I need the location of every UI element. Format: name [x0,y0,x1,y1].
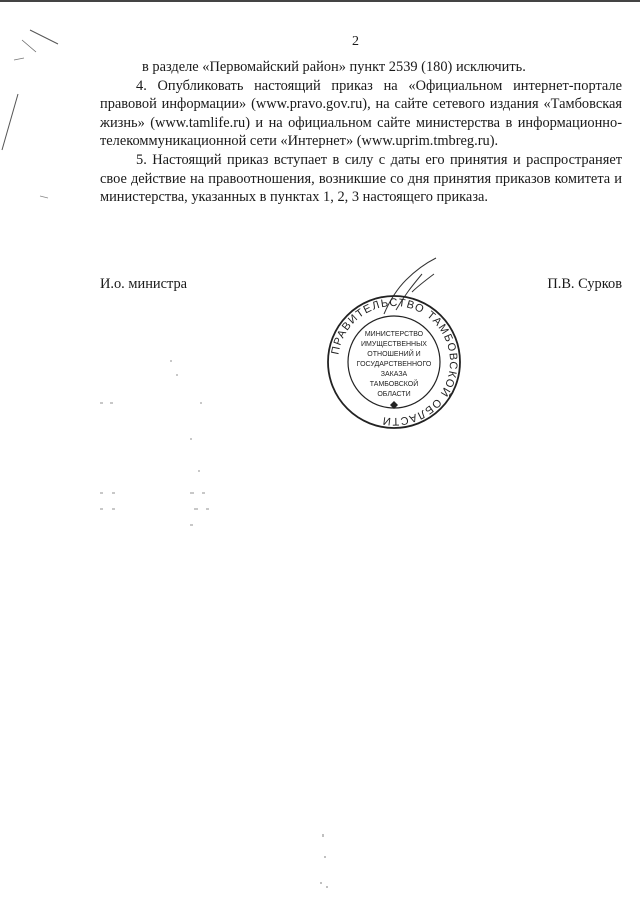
document-body [100,58,622,207]
official-seal [326,294,462,430]
signatory-name: П.В. Сурков [547,276,622,292]
seal-inner-line: ИМУЩЕСТВЕННЫХ [361,341,427,348]
paragraph-item-5: 5. Настоящий приказ вступает в силу с даты его принятия и распространяет свое действие на правоотношения, возникшие со дня принятия приказов комитета и министерства, указанных в пунктах 1, 2, 3 настоящего приказа. [100,151,622,206]
seal-outer-ring-text: ПРАВИТЕЛЬСТВО ТАМБОВСКОЙ ОБЛАСТИ [329,296,460,428]
page-number: 2 [352,34,359,49]
faint-scan-marks [90,360,330,540]
seal-inner-line: ЗАКАЗА [380,371,408,378]
seal-inner-line: ТАМБОВСКОЙ [369,381,419,388]
seal-inner-line: ГОСУДАРСТВЕННОГО [356,361,432,368]
paragraph-section-exclusion: в разделе «Первомайский район» пункт 2539 (180) исключить. [142,59,526,75]
top-edge-line [0,0,640,2]
faint-scan-marks-bottom [310,830,340,900]
signatory-title: И.о. министра [100,276,188,292]
seal-inner-line: ОТНОШЕНИЙ И [367,351,421,358]
paragraph-item-4: 4. Опубликовать настоящий приказ на «Официальном интернет-портале правовой информации» (www.pravo.gov.ru), на сайте сетевого издания «Тамбовская жизнь» (www.tamlife.ru) и на официальном сайте министерства в информационно-телекоммуникационной сети «Интернет» (www.uprim.tmbreg.ru). [100,77,622,150]
margin-pen-marks [0,0,80,200]
seal-inner-line: МИНИСТЕРСТВО [364,331,424,338]
seal-inner-line: ОБЛАСТИ [377,391,411,398]
